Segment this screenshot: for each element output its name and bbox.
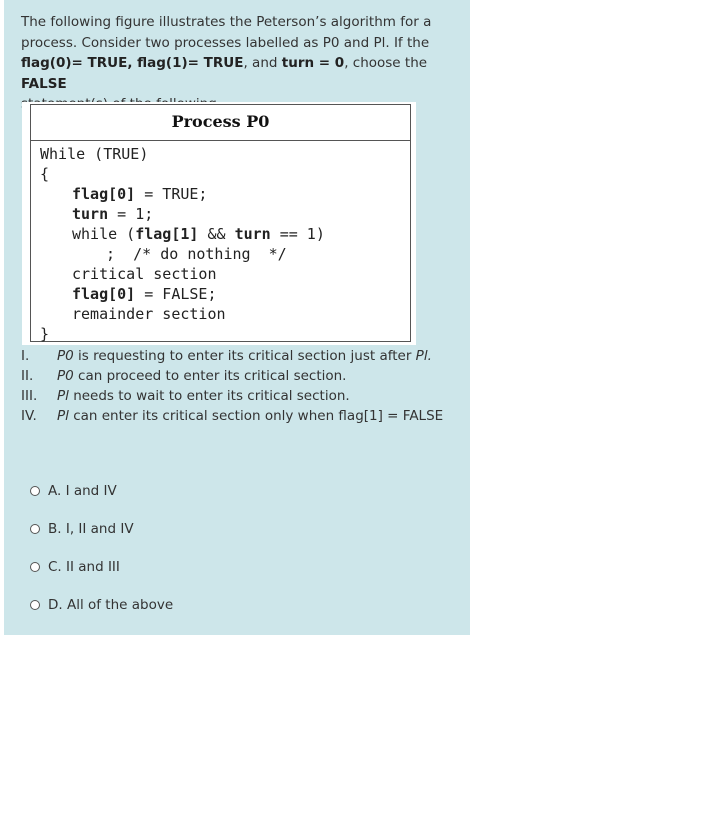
process-name: Pl <box>57 388 69 404</box>
code-line <box>72 285 217 303</box>
code-line: } <box>40 325 50 343</box>
text-fragment: , and <box>243 55 282 71</box>
option-label[interactable]: B. I, II and IV <box>48 521 134 537</box>
statement-text <box>57 346 432 366</box>
statement-item <box>21 406 461 426</box>
radio-button[interactable] <box>30 486 40 496</box>
code-line <box>72 185 207 203</box>
question-line: process. Consider two processes labelled as P0 and Pl. If the <box>21 34 430 51</box>
code-line <box>72 225 325 243</box>
statement-item <box>21 366 461 386</box>
statement-text <box>57 406 443 426</box>
code-token: flag[1] <box>135 225 199 243</box>
code-token: flag[0] <box>72 285 136 303</box>
text-fragment: can proceed to enter its critical section. <box>73 368 347 384</box>
statement-text <box>57 366 346 386</box>
code-line: critical section <box>72 265 217 283</box>
radio-button[interactable] <box>30 600 40 610</box>
text-fragment: is requesting to enter its critical section just after <box>73 348 416 364</box>
statement-number: III. <box>21 388 38 404</box>
code-box <box>30 104 411 342</box>
code-line: While (TRUE) <box>40 145 149 163</box>
process-name: P0 <box>57 368 74 384</box>
code-token: = FALSE; <box>135 285 217 303</box>
flag-condition: flag(0)= TRUE, flag(1)= TRUE <box>21 55 244 71</box>
code-token: == 1) <box>270 225 325 243</box>
code-token: && <box>198 225 235 243</box>
turn-condition: turn = 0 <box>281 55 345 71</box>
option-d[interactable] <box>30 586 173 624</box>
process-name: P0 <box>57 348 74 364</box>
false-keyword: FALSE <box>21 75 67 92</box>
option-label[interactable]: C. II and III <box>48 559 120 575</box>
statement-number: II. <box>21 368 34 384</box>
code-token: = TRUE; <box>135 185 208 203</box>
process-name: Pl <box>57 408 69 424</box>
statement-number: IV. <box>21 408 37 424</box>
statement-number: I. <box>21 348 30 364</box>
code-token: = 1; <box>108 205 154 223</box>
code-token: flag[0] <box>72 185 136 203</box>
text-fragment: can enter its critical section only when flag[1] = FALSE <box>68 408 444 424</box>
code-line: remainder section <box>72 305 226 323</box>
option-label[interactable]: D. All of the above <box>48 597 174 613</box>
process-name: Pl. <box>415 348 432 364</box>
radio-button[interactable] <box>30 562 40 572</box>
option-c[interactable] <box>30 548 173 586</box>
statement-list <box>21 346 461 426</box>
option-label[interactable]: A. I and IV <box>48 483 117 499</box>
statement-item <box>21 386 461 406</box>
question-line <box>21 53 461 94</box>
text-fragment: , choose the <box>344 55 428 71</box>
question-panel <box>4 0 470 635</box>
radio-button[interactable] <box>30 524 40 534</box>
statement-text <box>57 386 350 406</box>
code-token: turn <box>72 205 109 223</box>
answer-options <box>30 472 173 624</box>
code-line: ; /* do nothing */ <box>88 245 287 263</box>
text-fragment: needs to wait to enter its critical section. <box>68 388 350 404</box>
code-token: turn <box>234 225 271 243</box>
option-b[interactable] <box>30 510 173 548</box>
question-line: The following figure illustrates the Peterson’s algorithm for a <box>21 14 432 30</box>
code-line: { <box>40 165 50 183</box>
code-line <box>72 205 153 223</box>
code-token: while ( <box>72 225 136 243</box>
code-figure <box>22 102 416 345</box>
option-a[interactable] <box>30 472 173 510</box>
code-header: Process P0 <box>31 105 410 141</box>
statement-item <box>21 346 461 366</box>
question-text <box>21 12 461 115</box>
